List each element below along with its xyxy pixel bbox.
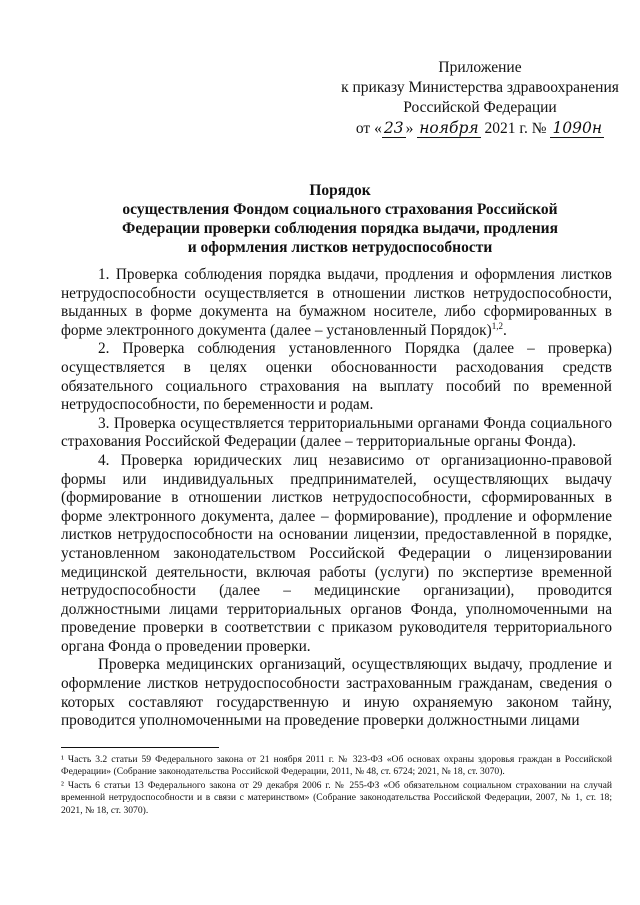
appendix-label: Приложение	[438, 59, 522, 76]
footnotes	[61, 754, 612, 818]
paragraph-1: 1. Проверка соблюдения порядка выдачи, продления и оформления листков нетрудоспособности осуществляется в отношении листков нетрудоспособности, выданных в форме документа на бумажном носителе, либо сформированных в форме электронного документа (далее – установленный Порядок)$^{1,2}$.	[61, 266, 612, 339]
order-date-line	[330, 118, 630, 139]
footnote-1: ¹ Часть 3.2 статьи 59 Федерального закона от 21 ноября 2011 г. № 323-ФЗ «Об основах охраны здоровья граждан в Российской Федерации» (Собрание законодательства Российской Федерации, 2011, № 48, ст. 6724; 2021, № 18, ст. 3070).	[61, 754, 612, 778]
year-text: 2021 г. №	[484, 120, 547, 137]
date-prefix: от «	[355, 120, 382, 137]
paragraph-5: Проверка медицинских организаций, осуществляющих выдачу, продление и оформление листков нетрудоспособности застрахованным гражданам, сведения о которых составляют государственную и иную охраняемую законом тайну, проводится уполномоченными на проведение проверки должностными лицами	[61, 656, 612, 730]
title-line-2: осуществления Фондом социального страхования Российской	[122, 201, 558, 218]
paragraph-4: 4. Проверка юридических лиц независимо от организационно-правовой формы или индивидуальных предпринимателей, осуществляющих выдачу (формирование в отношении листков нетрудоспособности, сформированных в форме электронного документа, далее – формирование), продление и оформление листков нетрудоспособности на основании лицензии, предоставленной в порядке, установленном законодательством Российской Федерации о лицензировании медицинской деятельности, включая работы (услуги) по экспертизе временной нетрудоспособности (далее – медицинские организации), проводится должностными лицами территориальных органов Фонда, уполномоченными на проведение проверки в соответствии с приказом руководителя территориального органа Фонда о проведении проверки.	[61, 451, 612, 655]
handwritten-number: 1090н	[552, 119, 603, 137]
handwritten-day: 23	[383, 119, 404, 137]
order-reference: к приказу Министерства здравоохранения	[341, 79, 619, 96]
appendix-header	[330, 58, 630, 139]
ministry-country: Российской Федерации	[403, 99, 557, 116]
paragraph-2: 2. Проверка соблюдения установленного Порядка (далее – проверка) осуществляется в целях оценки обоснованности расходования средств обязательного социального страхования на выплату пособий по временной нетрудоспособности, по беременности и родам.	[61, 340, 612, 414]
title-line-1: Порядок	[309, 182, 371, 199]
footnote-2: ² Часть 6 статьи 13 Федерального закона от 29 декабря 2006 г. № 255-ФЗ «Об обязательном социальном страховании на случай временной нетрудоспособности и в связи с материнством» (Собрание законодательства Российской Федерации, 2007, № 1, ст. 18; 2021, № 18, ст. 3070).	[61, 779, 612, 816]
handwritten-month: ноября	[419, 119, 479, 137]
title-line-4: и оформления листков нетрудоспособности	[187, 239, 493, 256]
document-title	[60, 181, 620, 257]
date-mid: »	[405, 120, 414, 137]
paragraph-3: 3. Проверка осуществляется территориальными органами Фонда социального страхования Российской Федерации (далее – территориальные органы Фонда).	[61, 414, 612, 451]
footnote-ref: 1,2	[491, 320, 503, 331]
document-body	[61, 266, 612, 731]
footnote-divider	[61, 747, 219, 748]
title-line-3: Федерации проверки соблюдения порядка выдачи, продления	[122, 220, 558, 237]
